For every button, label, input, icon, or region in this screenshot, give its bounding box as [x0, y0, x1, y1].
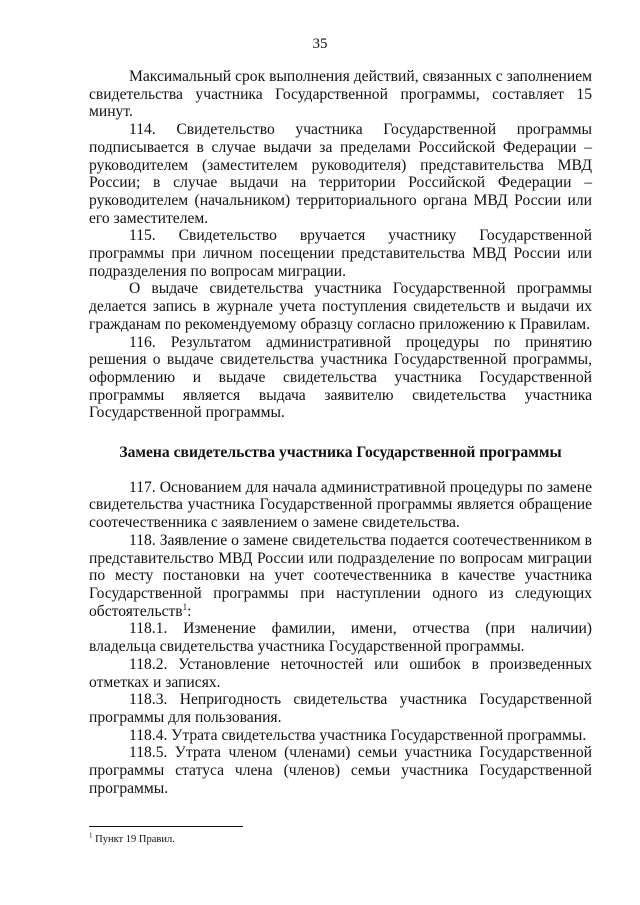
paragraph-118-text: 118. Заявление о замене свидетельства подается соотечественником в представительство МВД России или подразделение по вопросам миграции по месту постановки на учет соотечественника в качестве участника Государственной программы при наступлении одного из следующих обстоятельств	[89, 531, 592, 620]
section-heading: Замена свидетельства участника Государственной программы	[119, 444, 562, 462]
paragraph-118-1: 118.1. Изменение фамилии, имени, отчества (при наличии) владельца свидетельства участника Государственной программы.	[89, 620, 592, 656]
document-body	[89, 68, 592, 797]
footnote-reference[interactable]: 1	[182, 601, 188, 612]
footnote-mark: 1	[89, 831, 93, 840]
paragraph-journal-record: О выдаче свидетельства участника Государственной программы делается запись в журнале учета поступления свидетельств и выдачи их гражданам по рекомендуемому образцу согласно приложению к Правилам.	[89, 280, 592, 333]
paragraph-117: 117. Основанием для начала административной процедуры по замене свидетельства участника Государственной программы является обращение соотечественника с заявлением о замене свидетельства.	[89, 478, 592, 532]
footnote-divider	[89, 826, 243, 827]
paragraph-118-3: 118.3. Непригодность свидетельства участника Государственной программы для пользования.	[89, 691, 592, 726]
paragraph-114: 114. Свидетельство участника Государственной программы подписывается в случае выдачи за пределами Российской Федерации – руководителем (заместителем руководителя) представительства МВД России; в случае выдачи на территории Российской Федерации – руководителем (начальником) территориального органа МВД России или его заместителем.	[89, 121, 592, 227]
paragraph-118-tail: :	[187, 602, 192, 620]
footnote-text: Пункт 19 Правил.	[95, 834, 175, 845]
footnote	[89, 833, 175, 846]
paragraph-max-time: Максимальный срок выполнения действий, связанных с заполнением свидетельства участника Государственной программы, составляет 15 минут.	[89, 68, 592, 121]
paragraph-115: 115. Свидетельство вручается участнику Государственной программы при личном посещении представительства МВД России или подразделения по вопросам миграции.	[89, 227, 592, 280]
page-number: 35	[312, 36, 328, 52]
paragraph-116: 116. Результатом административной процедуры по принятию решения о выдаче свидетельства участника Государственной программы, оформлению и выдаче свидетельства участника Государственной программы является выдача заявителю свидетельства участника Государственной программы.	[89, 333, 592, 422]
paragraph-118	[89, 532, 592, 621]
paragraph-118-5: 118.5. Утрата членом (членами) семьи участника Государственной программы статуса члена (членов) семьи участника Государственной программы.	[89, 744, 592, 797]
paragraph-118-4: 118.4. Утрата свидетельства участника Государственной программы.	[129, 726, 587, 744]
paragraph-118-2: 118.2. Установление неточностей или ошибок в произведенных отметках и записях.	[89, 655, 592, 691]
